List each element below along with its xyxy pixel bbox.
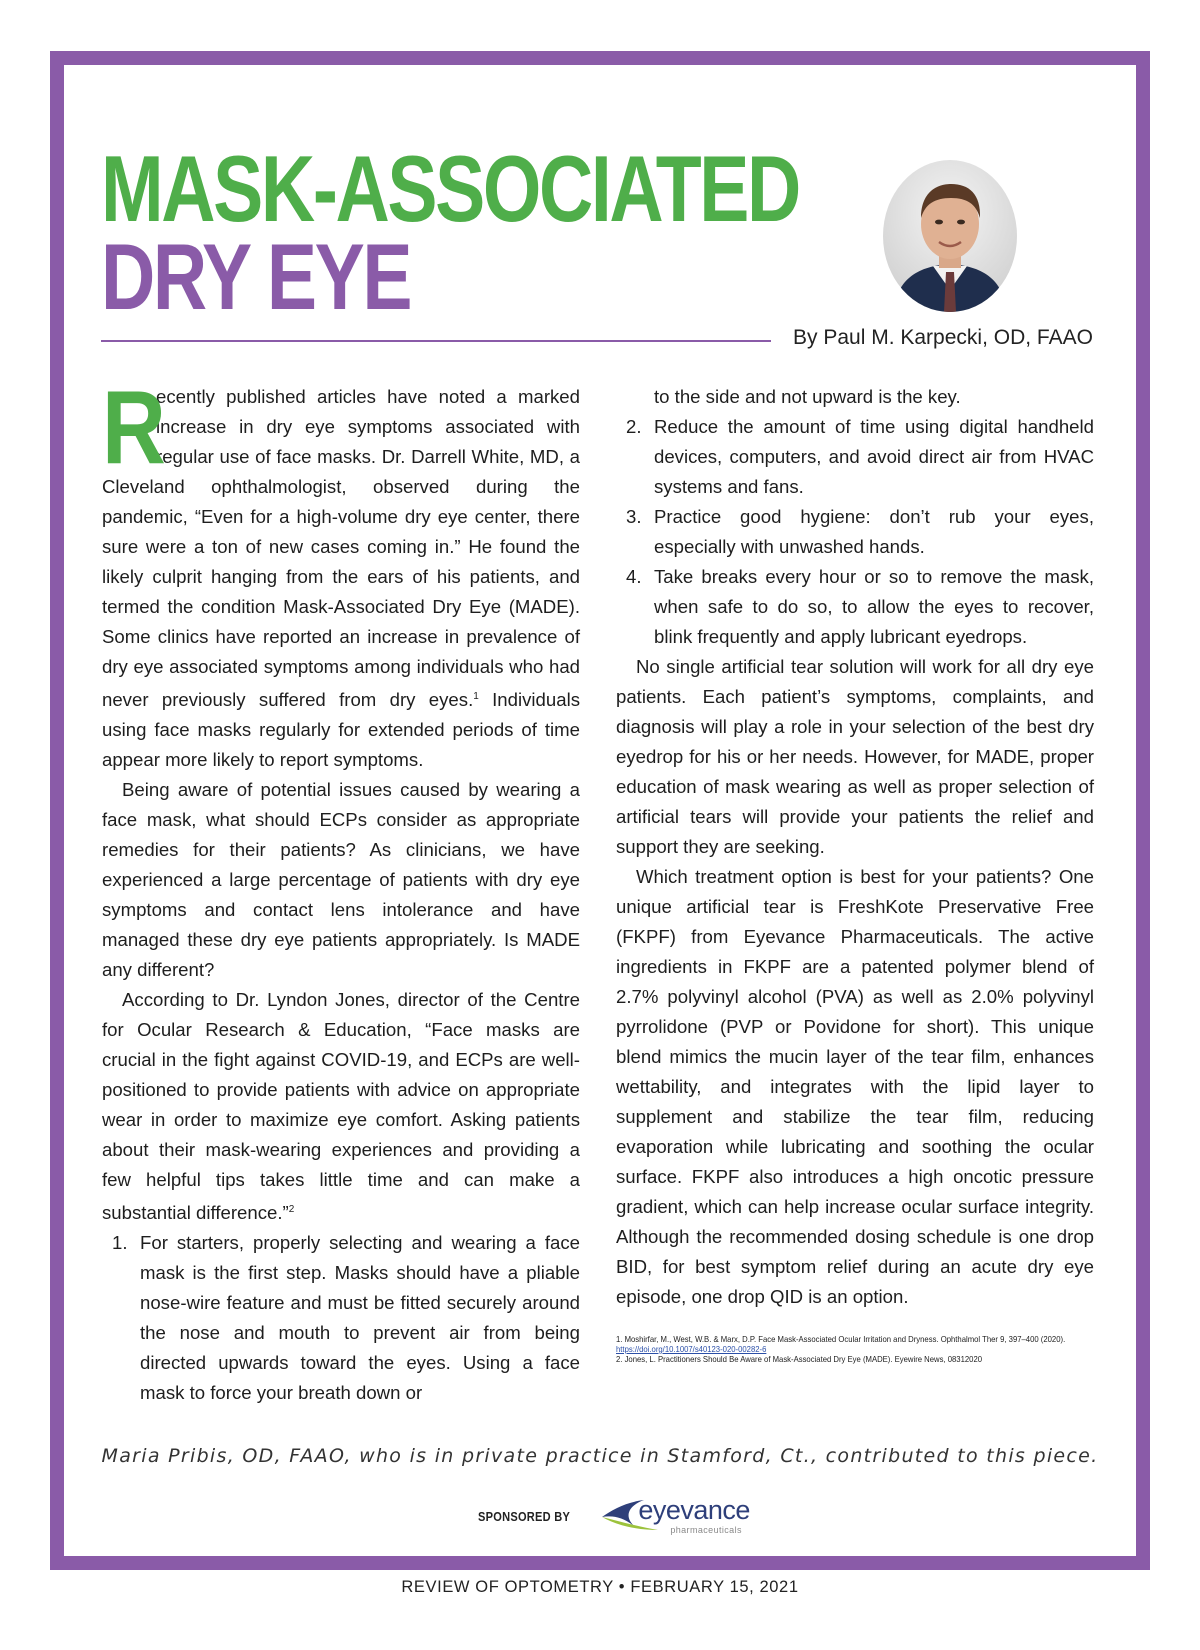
title-rule: [101, 340, 771, 342]
paragraph-intro: [102, 370, 580, 775]
paragraph-5: Which treatment option is best for your patients? One unique artificial tear is FreshKote Preservative Free (FKPF) from Eyevance Pharmaceuticals. The active ingredients in FKPF are a patented polymer blend of 2.7% polyvinyl alcohol (PVA) as well as 2.0% polyvinyl pyrrolidone (PVP or Povidone for short). This unique blend mimics the mucin layer of the tear film, enhances wettability, and integrates with the lipid layer to supplement and stabilize the tear film, reducing evaporation while lubricating and soothing the ocular surface. FKPF also introduces a high oncotic pressure gradient, which can help increase ocular surface integrity. Although the recommended dosing schedule is one drop BID, for best symptom relief during an acute dry eye episode, one drop QID is an option.: [616, 866, 1094, 1307]
tip-text: For starters, properly selecting and wearing a face mask is the first step. Masks should have a pliable nose-wire feature and must be fitted securely around the nose and mouth to prevent air from being directed upwards toward the eyes. Using a face mask to force your breath down or: [140, 1232, 580, 1404]
reference-2: 2. Jones, L. Practitioners Should Be Aware of Mask-Associated Dry Eye (MADE). Eyewire News, 08312020: [616, 1354, 983, 1364]
title-line-1: MASK-ASSOCIATED: [101, 136, 799, 241]
byline: By Paul M. Karpecki, OD, FAAO: [793, 326, 1093, 349]
tip-item-1: [102, 1228, 580, 1408]
paragraph-3-text: According to Dr. Lyndon Jones, director of the Centre for Ocular Research & Education, “Face masks are crucial in the fight against COVID-19, and ECPs are well-positioned to provide patients with advice on appropriate wear in order to maximize eye comfort. Asking patients about their mask-wearing experiences and providing a few helpful tips takes little time and can make a substantial difference.”: [102, 989, 580, 1224]
tip-item-1-continued: to the side and not upward is the key.: [654, 386, 961, 407]
sponsored-by-label: SPONSORED BY: [478, 1508, 571, 1524]
author-portrait: [883, 160, 1017, 312]
tips-list-continued: [616, 412, 1094, 652]
article-column-1: [102, 370, 580, 1408]
paragraph-2: Being aware of potential issues caused by wearing a face mask, what should ECPs consider as appropriate remedies for their patients? As clinicians, we have experienced a large percentage of patients with dry eye symptoms and contact lens intolerance and have managed these dry eye patients appropriately. Is MADE any different?: [102, 779, 580, 981]
tip-number: 1.: [112, 1232, 128, 1254]
tip-text: Reduce the amount of time using digital handheld devices, computers, and avoid direct air from HVAC systems and fans.: [654, 416, 1094, 497]
reference-1-link[interactable]: https://doi.org/10.1007/s40123-020-00282-6: [616, 1344, 767, 1354]
reference-1-text: 1. Moshirfar, M., West, W.B. & Marx, D.P. Face Mask-Associated Ocular Irritation and Dryness. Ophthalmol Ther 9, 397–400 (2020).: [616, 1334, 1066, 1344]
reference-1: [616, 1334, 1094, 1354]
tips-list: [102, 1228, 580, 1408]
contributor-credit: Maria Pribis, OD, FAAO, who is in private practice in Stamford, Ct., contributed to this piece.: [101, 1445, 1099, 1467]
tip-text: Take breaks every hour or so to remove the mask, when safe to do so, to allow the eyes to recover, blink frequently and apply lubricant eyedrops.: [654, 566, 1094, 647]
tip-text: Practice good hygiene: don’t rub your eyes, especially with unwashed hands.: [654, 506, 1094, 557]
article-title: [101, 136, 799, 329]
logo-subtext: pharmaceuticals: [670, 1525, 742, 1535]
tip-item-4: [616, 562, 1094, 652]
eyevance-logo: [598, 1494, 750, 1538]
sponsor-block: [478, 1494, 750, 1538]
article-column-2: [616, 382, 1094, 1364]
footnote-ref-2: 2: [288, 1204, 295, 1216]
author-photo-image: [883, 160, 1017, 312]
tip-item-2: [616, 412, 1094, 502]
intro-text: ecently published articles have noted a marked increase in dry eye symptoms associated with regular use of face masks. Dr. Darrell White, MD, a Cleveland ophthalmologist, observed during the pandemic, “Even for a high-volume dry eye center, there sure were a ton of new cases coming in.” He found the likely culprit hanging from the ears of his patients, and termed the condition Mask-Associated Dry Eye (MADE). Some clinics have reported an increase in prevalence of dry eye associated symptoms among individuals who had never previously suffered from dry eyes.: [102, 386, 580, 711]
title-line-2: DRY EYE: [101, 224, 411, 329]
drop-cap: R: [102, 370, 166, 486]
references: [616, 1334, 1094, 1364]
tip-item-3: [616, 502, 1094, 562]
paragraph-4: No single artificial tear solution will work for all dry eye patients. Each patient’s symptoms, complaints, and diagnosis will play a role in your selection of the best dry eyedrop for his or her needs. However, for MADE, proper education of mask wearing as well as proper selection of artificial tears will provide your patients the relief and support they are seeking.: [616, 656, 1094, 857]
tip-number: 4.: [626, 566, 642, 587]
logo-wordmark: eyevance: [638, 1495, 750, 1525]
intro-text-tail: Individuals using face masks regularly for extended periods of time appear more likely to report symptoms.: [102, 689, 580, 771]
footnote-ref-1: 1: [473, 691, 479, 702]
tip-number: 3.: [626, 506, 642, 527]
paragraph-3: [102, 985, 580, 1228]
page-footer: REVIEW OF OPTOMETRY • FEBRUARY 15, 2021: [401, 1578, 799, 1596]
tip-number: 2.: [626, 416, 642, 437]
